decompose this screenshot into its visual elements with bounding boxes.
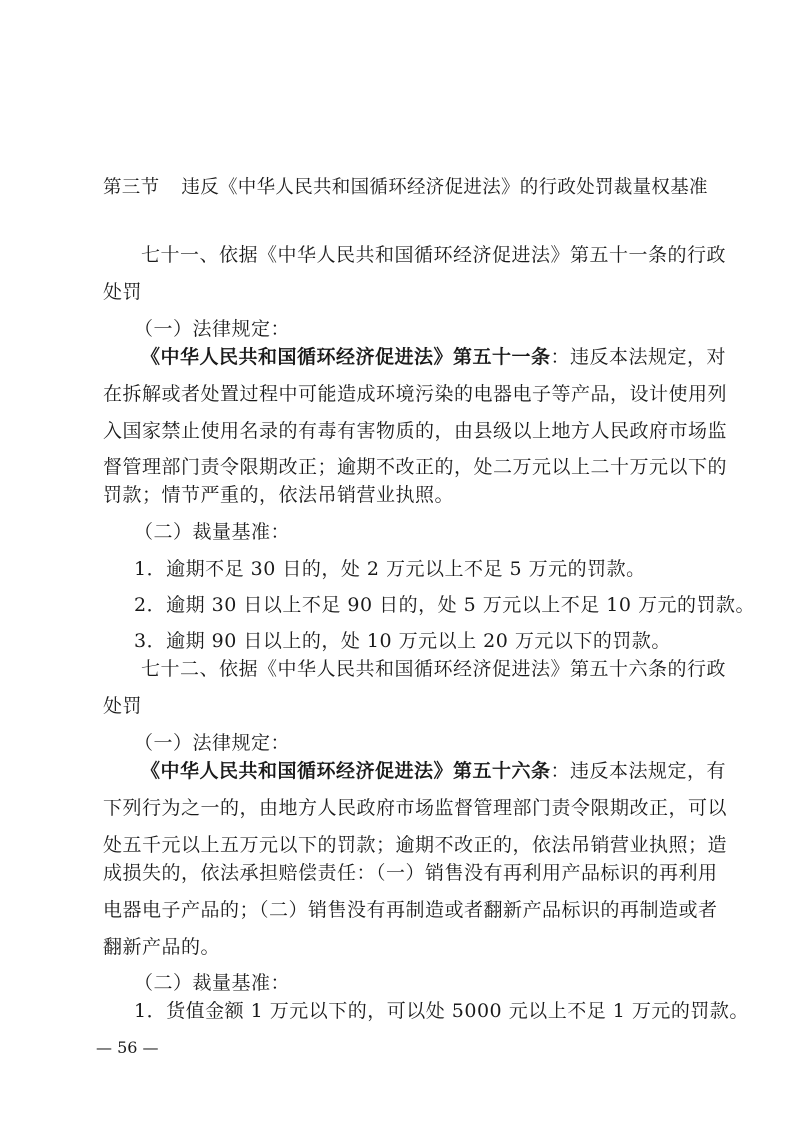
text-line: [141, 657, 793, 681]
text-line: [103, 382, 793, 406]
text-line: [134, 557, 793, 581]
line-text: （一）法律规定：: [134, 732, 291, 754]
text-line: [134, 629, 793, 653]
line-text: 处罚: [103, 281, 143, 303]
line-text: 处罚: [103, 695, 143, 717]
text-line: [103, 483, 793, 507]
text-line: [103, 935, 793, 959]
text-line: [103, 861, 793, 885]
page-number: — 56 —: [96, 1038, 159, 1057]
text-line: [103, 898, 793, 922]
line-text: 七十一、依据《中华人民共和国循环经济促进法》第五十一条的行政: [141, 244, 727, 266]
text-line: [134, 520, 793, 544]
section-heading: [103, 176, 793, 200]
text-line: [141, 243, 793, 267]
text-line: [134, 317, 793, 341]
line-text: ：违反本法规定，有: [550, 760, 727, 782]
line-text: （一）法律规定：: [134, 318, 291, 340]
line-text: 1．货值金额 1 万元以下的，可以处 5000 元以上不足 1 万元的罚款。: [134, 1000, 749, 1022]
section-title: 违反《中华人民共和国循环经济促进法》的行政处罚裁量权基准: [181, 177, 708, 198]
line-text: 3．逾期 90 日以上的，处 10 万元以上 20 万元以下的罚款。: [134, 630, 671, 652]
article-reference: 《中华人民共和国循环经济促进法》第五十六条: [141, 760, 551, 782]
line-text: 2．逾期 30 日以上不足 90 日的，处 5 万元以上不足 10 万元的罚款。: [134, 594, 756, 616]
section-number: 第三节: [103, 177, 160, 198]
line-text: 入国家禁止使用名录的有毒有害物质的，由县级以上地方人民政府市场监: [103, 420, 728, 442]
text-line: [134, 971, 793, 995]
line-text: 1．逾期不足 30 日的，处 2 万元以上不足 5 万元的罚款。: [134, 558, 646, 580]
line-text: 七十二、依据《中华人民共和国循环经济促进法》第五十六条的行政: [141, 658, 727, 680]
line-text: （二）裁量基准：: [134, 521, 291, 543]
line-text: 电器电子产品的；（二）销售没有再制造或者翻新产品标识的再制造或者: [103, 899, 718, 921]
line-text: （二）裁量基准：: [134, 972, 291, 994]
text-line: [141, 345, 793, 369]
text-line: [103, 455, 793, 479]
text-line: [103, 694, 793, 718]
line-text: 督管理部门责令限期改正；逾期不改正的，处二万元以上二十万元以下的: [103, 456, 728, 478]
line-text: 成损失的，依法承担赔偿责任：（一）销售没有再利用产品标识的再利用: [103, 862, 718, 884]
text-line: [103, 833, 793, 857]
line-text: 在拆解或者处置过程中可能造成环境污染的电器电子等产品，设计使用列: [103, 383, 728, 405]
text-line: [134, 593, 793, 617]
text-line: [134, 999, 793, 1023]
text-line: [141, 759, 793, 783]
line-text: 处五千元以上五万元以下的罚款；逾期不改正的，依法吊销营业执照；造: [103, 834, 728, 856]
line-text: ：违反本法规定，对: [550, 346, 727, 368]
text-line: [134, 731, 793, 755]
article-reference: 《中华人民共和国循环经济促进法》第五十一条: [141, 346, 551, 368]
line-text: 下列行为之一的，由地方人民政府市场监督管理部门责令限期改正，可以: [103, 797, 728, 819]
line-text: 翻新产品的。: [103, 936, 221, 958]
text-line: [103, 280, 793, 304]
text-line: [103, 796, 793, 820]
text-line: [103, 419, 793, 443]
line-text: 罚款；情节严重的，依法吊销营业执照。: [103, 484, 455, 506]
